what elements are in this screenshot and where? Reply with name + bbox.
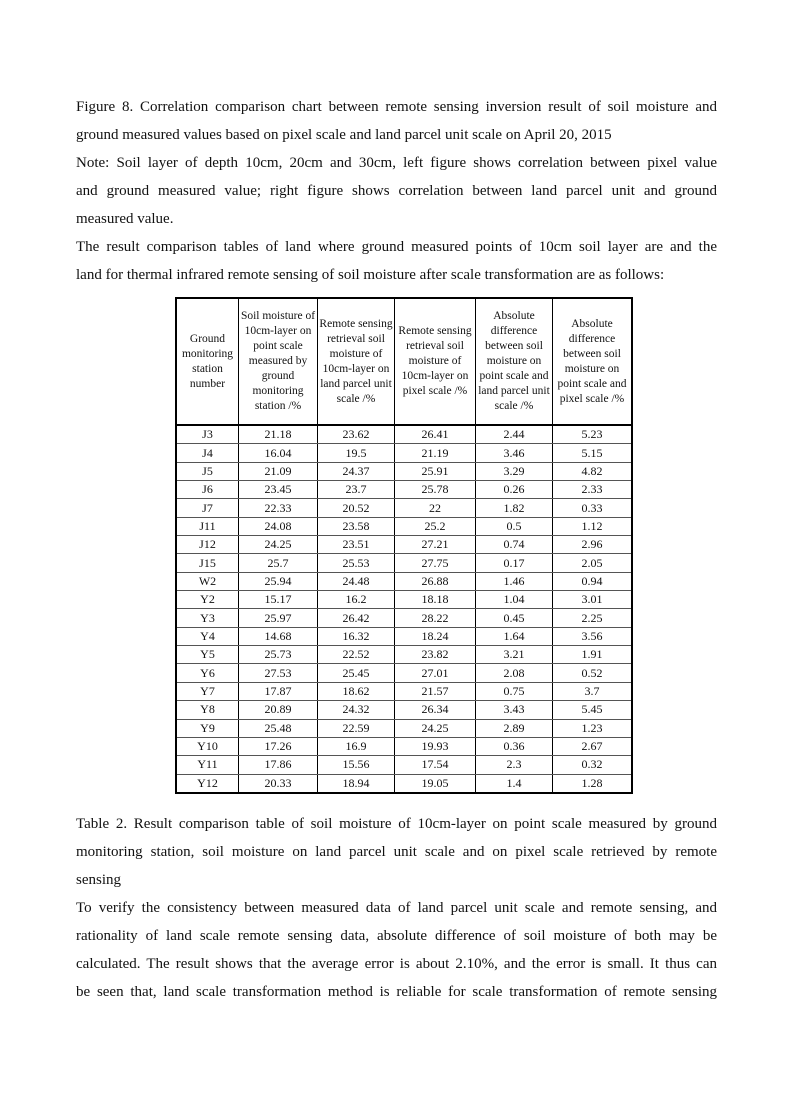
diff-pixel-cell: 1.12	[553, 517, 633, 535]
station-number-cell: Y12	[176, 774, 239, 793]
ground-measured-cell: 25.94	[239, 572, 318, 590]
pixel-scale-cell: 25.91	[395, 462, 476, 480]
pixel-scale-cell: 21.57	[395, 682, 476, 700]
table-row	[176, 444, 632, 462]
station-number-cell: Y10	[176, 737, 239, 755]
note-line: Note: Soil layer of depth 10cm, 20cm and 30cm, left figure shows correlation between pixel value	[76, 155, 717, 171]
diff-pixel-cell: 5.45	[553, 701, 633, 719]
conclusion-paragraph	[76, 894, 717, 1006]
station-number-cell: J12	[176, 536, 239, 554]
diff-parcel-cell: 1.46	[476, 572, 553, 590]
pixel-scale-cell: 22	[395, 499, 476, 517]
table-caption-line: monitoring station, soil moisture on land parcel unit scale and on pixel scale retrieved by remote	[76, 844, 717, 860]
ground-measured-cell: 14.68	[239, 627, 318, 645]
table-row	[176, 756, 632, 774]
ground-measured-cell: 20.89	[239, 701, 318, 719]
conclusion-line: rationality of land scale remote sensing data, absolute difference of soil moisture of both may be	[76, 928, 717, 944]
pixel-scale-cell: 24.25	[395, 719, 476, 737]
pixel-scale-cell: 23.82	[395, 646, 476, 664]
pixel-scale-cell: 17.54	[395, 756, 476, 774]
ground-measured-cell: 25.7	[239, 554, 318, 572]
table-row	[176, 572, 632, 590]
ground-measured-cell: 24.08	[239, 517, 318, 535]
diff-parcel-cell: 0.74	[476, 536, 553, 554]
parcel-scale-cell: 19.5	[318, 444, 395, 462]
station-number-cell: Y7	[176, 682, 239, 700]
station-number-cell: J3	[176, 425, 239, 444]
table-row	[176, 609, 632, 627]
station-number-cell: J6	[176, 481, 239, 499]
table-row	[176, 517, 632, 535]
parcel-scale-cell: 24.37	[318, 462, 395, 480]
ground-measured-cell: 20.33	[239, 774, 318, 793]
diff-pixel-cell: 2.33	[553, 481, 633, 499]
table-body	[176, 425, 632, 793]
results-table	[175, 297, 633, 794]
ground-measured-cell: 21.18	[239, 425, 318, 444]
diff-pixel-cell: 2.25	[553, 609, 633, 627]
parcel-scale-cell: 20.52	[318, 499, 395, 517]
pixel-scale-cell: 21.19	[395, 444, 476, 462]
ground-measured-cell: 16.04	[239, 444, 318, 462]
table-row	[176, 554, 632, 572]
parcel-scale-cell: 16.9	[318, 737, 395, 755]
table-row	[176, 462, 632, 480]
diff-pixel-cell: 0.32	[553, 756, 633, 774]
header-pixel-scale: Remote sensing retrieval soil moisture of 10cm-layer on pixel scale /%	[395, 298, 476, 425]
table-row	[176, 737, 632, 755]
diff-pixel-cell: 2.96	[553, 536, 633, 554]
station-number-cell: Y4	[176, 627, 239, 645]
parcel-scale-cell: 23.62	[318, 425, 395, 444]
diff-parcel-cell: 3.46	[476, 444, 553, 462]
diff-parcel-cell: 2.89	[476, 719, 553, 737]
pixel-scale-cell: 27.75	[395, 554, 476, 572]
pixel-scale-cell: 26.41	[395, 425, 476, 444]
diff-pixel-cell: 0.52	[553, 664, 633, 682]
ground-measured-cell: 17.87	[239, 682, 318, 700]
ground-measured-cell: 22.33	[239, 499, 318, 517]
figure-note	[76, 149, 717, 233]
diff-pixel-cell: 0.94	[553, 572, 633, 590]
diff-parcel-cell: 2.08	[476, 664, 553, 682]
ground-measured-cell: 27.53	[239, 664, 318, 682]
diff-pixel-cell: 5.15	[553, 444, 633, 462]
pixel-scale-cell: 19.93	[395, 737, 476, 755]
diff-pixel-cell: 3.01	[553, 591, 633, 609]
diff-pixel-cell: 3.56	[553, 627, 633, 645]
ground-measured-cell: 17.86	[239, 756, 318, 774]
table-caption-line: sensing	[76, 872, 121, 888]
table-header-row	[176, 298, 632, 425]
diff-pixel-cell: 1.91	[553, 646, 633, 664]
station-number-cell: J7	[176, 499, 239, 517]
table-row	[176, 646, 632, 664]
parcel-scale-cell: 23.7	[318, 481, 395, 499]
header-station-number: Ground monitoring station number	[176, 298, 239, 425]
diff-parcel-cell: 2.3	[476, 756, 553, 774]
ground-measured-cell: 23.45	[239, 481, 318, 499]
parcel-scale-cell: 23.58	[318, 517, 395, 535]
pixel-scale-cell: 18.24	[395, 627, 476, 645]
note-line: measured value.	[76, 211, 174, 227]
diff-parcel-cell: 0.36	[476, 737, 553, 755]
station-number-cell: Y8	[176, 701, 239, 719]
station-number-cell: Y11	[176, 756, 239, 774]
station-number-cell: J4	[176, 444, 239, 462]
diff-parcel-cell: 1.04	[476, 591, 553, 609]
parcel-scale-cell: 25.45	[318, 664, 395, 682]
header-diff-parcel: Absolute difference between soil moisture on point scale and land parcel unit scale /%	[476, 298, 553, 425]
diff-parcel-cell: 0.75	[476, 682, 553, 700]
diff-parcel-cell: 2.44	[476, 425, 553, 444]
parcel-scale-cell: 18.94	[318, 774, 395, 793]
diff-parcel-cell: 1.4	[476, 774, 553, 793]
header-diff-pixel: Absolute difference between soil moisture on point scale and pixel scale /%	[553, 298, 633, 425]
parcel-scale-cell: 24.48	[318, 572, 395, 590]
diff-parcel-cell: 0.17	[476, 554, 553, 572]
pixel-scale-cell: 25.2	[395, 517, 476, 535]
ground-measured-cell: 25.73	[239, 646, 318, 664]
ground-measured-cell: 21.09	[239, 462, 318, 480]
station-number-cell: J5	[176, 462, 239, 480]
pixel-scale-cell: 26.34	[395, 701, 476, 719]
intro-line: The result comparison tables of land where ground measured points of 10cm soil layer are and the	[76, 239, 717, 255]
intro-line: land for thermal infrared remote sensing of soil moisture after scale transformation are as follows:	[76, 267, 665, 283]
table-row	[176, 664, 632, 682]
diff-pixel-cell: 1.28	[553, 774, 633, 793]
ground-measured-cell: 17.26	[239, 737, 318, 755]
intro-paragraph	[76, 233, 717, 289]
parcel-scale-cell: 16.32	[318, 627, 395, 645]
station-number-cell: Y6	[176, 664, 239, 682]
header-ground-measured: Soil moisture of 10cm-layer on point scale measured by ground monitoring station /%	[239, 298, 318, 425]
pixel-scale-cell: 26.88	[395, 572, 476, 590]
station-number-cell: Y5	[176, 646, 239, 664]
table-caption-line: Table 2. Result comparison table of soil moisture of 10cm-layer on point scale measured by ground	[76, 816, 717, 832]
table-row	[176, 425, 632, 444]
parcel-scale-cell: 22.59	[318, 719, 395, 737]
pixel-scale-cell: 25.78	[395, 481, 476, 499]
table-row	[176, 774, 632, 793]
conclusion-line: To verify the consistency between measured data of land parcel unit scale and remote sensing, and	[76, 900, 717, 916]
station-number-cell: Y2	[176, 591, 239, 609]
table-row	[176, 719, 632, 737]
ground-measured-cell: 25.48	[239, 719, 318, 737]
station-number-cell: J11	[176, 517, 239, 535]
table-row	[176, 591, 632, 609]
pixel-scale-cell: 27.21	[395, 536, 476, 554]
station-number-cell: J15	[176, 554, 239, 572]
table-row	[176, 682, 632, 700]
diff-pixel-cell: 0.33	[553, 499, 633, 517]
parcel-scale-cell: 24.32	[318, 701, 395, 719]
diff-pixel-cell: 3.7	[553, 682, 633, 700]
parcel-scale-cell: 22.52	[318, 646, 395, 664]
conclusion-line: be seen that, land scale transformation method is reliable for scale transformation of remote sensing	[76, 984, 717, 1000]
pixel-scale-cell: 19.05	[395, 774, 476, 793]
diff-parcel-cell: 3.29	[476, 462, 553, 480]
pixel-scale-cell: 28.22	[395, 609, 476, 627]
diff-pixel-cell: 1.23	[553, 719, 633, 737]
figure-caption-line: Figure 8. Correlation comparison chart between remote sensing inversion result of soil moisture and	[76, 99, 717, 115]
parcel-scale-cell: 18.62	[318, 682, 395, 700]
table-row	[176, 701, 632, 719]
diff-pixel-cell: 2.67	[553, 737, 633, 755]
parcel-scale-cell: 16.2	[318, 591, 395, 609]
diff-parcel-cell: 1.82	[476, 499, 553, 517]
pixel-scale-cell: 18.18	[395, 591, 476, 609]
parcel-scale-cell: 23.51	[318, 536, 395, 554]
note-line: and ground measured value; right figure shows correlation between land parcel unit and ground	[76, 183, 717, 199]
station-number-cell: Y3	[176, 609, 239, 627]
table-row	[176, 481, 632, 499]
ground-measured-cell: 15.17	[239, 591, 318, 609]
table-row	[176, 499, 632, 517]
parcel-scale-cell: 26.42	[318, 609, 395, 627]
figure-caption	[76, 93, 717, 149]
header-parcel-scale: Remote sensing retrieval soil moisture of 10cm-layer on land parcel unit scale /%	[318, 298, 395, 425]
table-row	[176, 536, 632, 554]
diff-parcel-cell: 0.5	[476, 517, 553, 535]
diff-pixel-cell: 4.82	[553, 462, 633, 480]
diff-parcel-cell: 1.64	[476, 627, 553, 645]
diff-pixel-cell: 2.05	[553, 554, 633, 572]
station-number-cell: Y9	[176, 719, 239, 737]
figure-caption-line: ground measured values based on pixel scale and land parcel unit scale on April 20, 2015	[76, 127, 612, 143]
diff-parcel-cell: 3.21	[476, 646, 553, 664]
table-caption	[76, 810, 717, 894]
station-number-cell: W2	[176, 572, 239, 590]
conclusion-line: calculated. The result shows that the average error is about 2.10%, and the error is small. It thus can	[76, 956, 717, 972]
diff-parcel-cell: 3.43	[476, 701, 553, 719]
diff-parcel-cell: 0.26	[476, 481, 553, 499]
table-row	[176, 627, 632, 645]
ground-measured-cell: 24.25	[239, 536, 318, 554]
pixel-scale-cell: 27.01	[395, 664, 476, 682]
ground-measured-cell: 25.97	[239, 609, 318, 627]
diff-parcel-cell: 0.45	[476, 609, 553, 627]
parcel-scale-cell: 25.53	[318, 554, 395, 572]
parcel-scale-cell: 15.56	[318, 756, 395, 774]
diff-pixel-cell: 5.23	[553, 425, 633, 444]
